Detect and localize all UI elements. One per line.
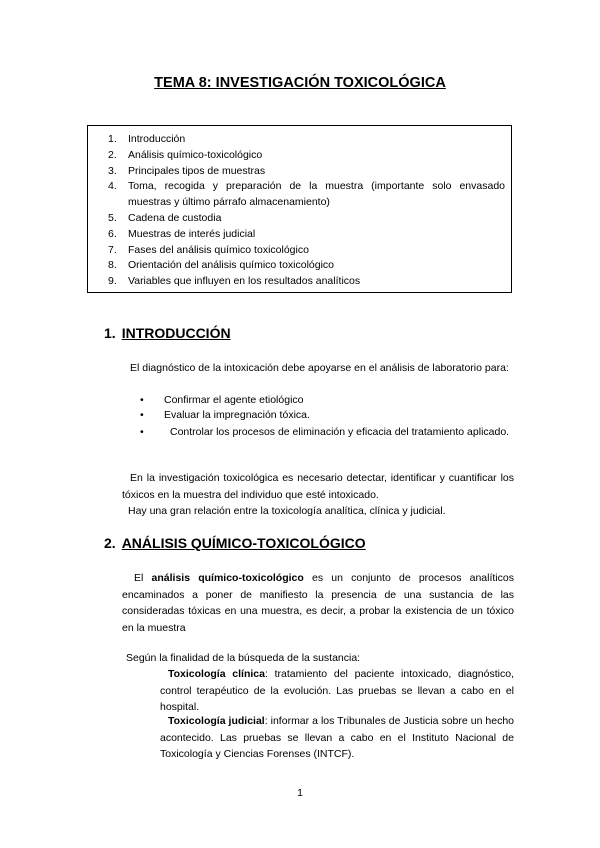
toc-item	[94, 211, 505, 227]
toc-number: 7.	[108, 243, 117, 256]
clinical-toxicology-label: Toxicología clínica	[168, 668, 265, 680]
bullet-mark: •	[140, 426, 144, 438]
toc-item	[94, 179, 505, 211]
toc-number: 6.	[108, 227, 117, 240]
toc-number: 5.	[108, 211, 117, 224]
toc-number: 3.	[108, 164, 117, 177]
bullet-text: Controlar los procesos de eliminación y eficacia del tratamiento aplicado.	[170, 426, 510, 438]
toc-text: Introducción	[128, 133, 186, 145]
judicial-toxicology-text: : informar a los Tribunales de Justicia sobre un hecho acontecido. Las pruebas se llevan a cabo en el Instituto Nacional de Toxicología y Ciencias Forenses (INTCF).	[160, 715, 514, 760]
clinical-toxicology-text: : tratamiento del paciente intoxicado, diagnóstico, control terapéutico de la evolución. Las pruebas se llevan a cabo en el hospital.	[160, 668, 514, 713]
bullet-item	[122, 424, 514, 458]
section1-intro: El diagnóstico de la intoxicación debe apoyarse en el análisis de laboratorio para:	[130, 362, 509, 374]
bullet-item	[122, 407, 514, 424]
toc-number: 1.	[108, 133, 117, 145]
toc-item	[94, 227, 505, 243]
toc-number: 9.	[108, 275, 117, 288]
definition-body: es un conjunto de procesos analíticos encaminados a poner de manifiesto la presencia de una sustancia de las consideradas tóxicas en una muestra, es decir, a probar la existencia de un tóxico en la muestra	[122, 572, 514, 634]
section1-paragraph: Hay una gran relación entre la toxicología analítica, clínica y judicial.	[128, 505, 446, 517]
toc-item	[94, 258, 505, 274]
toc-text: Orientación del análisis químico toxicológico	[128, 259, 335, 272]
definition-term: análisis químico-toxicológico	[151, 572, 304, 584]
document-title: TEMA 8: INVESTIGACIÓN TOXICOLÓGICA	[154, 75, 446, 91]
section2-purpose: Según la finalidad de la búsqueda de la sustancia:	[126, 652, 361, 664]
clinical-toxicology	[160, 666, 514, 716]
toc-item	[94, 243, 505, 259]
section1-heading	[104, 325, 231, 341]
toc-text: Muestras de interés judicial	[128, 227, 256, 240]
toc-item	[94, 164, 505, 180]
bullet-mark: •	[140, 394, 144, 406]
bullet-text: Confirmar el agente etiológico	[164, 394, 304, 406]
section1-title: INTRODUCCIÓN	[121, 325, 231, 341]
section2-definition	[122, 570, 514, 636]
section2-number: 2.	[104, 535, 116, 551]
bullet-mark: •	[140, 409, 144, 421]
table-of-contents	[87, 125, 512, 293]
toc-item	[94, 148, 505, 164]
toc-text: Variables que influyen en los resultados analíticos	[128, 275, 361, 288]
section1-paragraph: En la investigación toxicológica es necesario detectar, identificar y cuantificar los tóxicos en la muestra del individuo que esté intoxicado.	[122, 472, 514, 501]
section1-number: 1.	[104, 325, 116, 341]
bullet-text: Evaluar la impregnación tóxica.	[164, 409, 310, 421]
page-number: 1	[297, 787, 303, 799]
definition-lead: El	[134, 572, 152, 584]
toc-number: 2.	[108, 148, 117, 161]
toc-text: Principales tipos de muestras	[128, 164, 266, 177]
judicial-toxicology-label: Toxicología judicial	[168, 715, 265, 727]
toc-text: Análisis químico-toxicológico	[128, 148, 263, 161]
toc-text: Fases del análisis químico toxicológico	[128, 243, 309, 256]
toc-number: 4.	[108, 180, 117, 193]
toc-text: Cadena de custodia	[128, 211, 222, 224]
section2-heading	[104, 535, 366, 551]
toc-number: 8.	[108, 259, 117, 272]
section2-title: ANÁLISIS QUÍMICO-TOXICOLÓGICO	[121, 535, 366, 551]
toc-item	[94, 274, 505, 290]
toc-text: Toma, recogida y preparación de la muestra (importante solo envasado muestras y último párrafo almacenamiento)	[128, 180, 505, 209]
toc-item	[94, 132, 505, 148]
judicial-toxicology	[160, 713, 514, 763]
